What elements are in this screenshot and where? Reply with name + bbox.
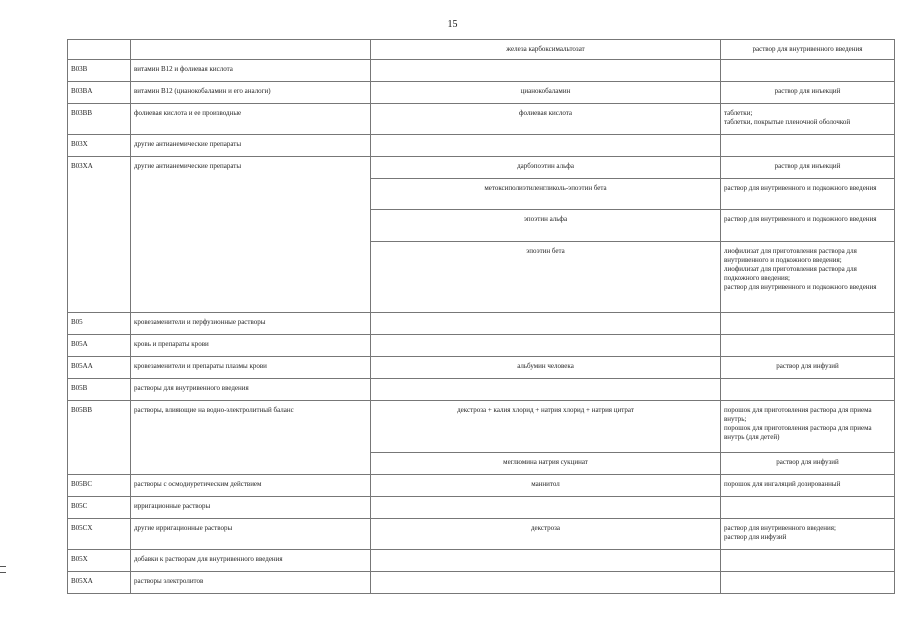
table-row <box>68 519 895 550</box>
atc-code: B05CX <box>68 519 131 550</box>
dosage-form <box>721 550 895 572</box>
drug-name <box>371 550 721 572</box>
drug-name <box>371 335 721 357</box>
drug-name: декстроза <box>371 519 721 550</box>
page-number: 15 <box>447 19 458 30</box>
group-name: добавки к растворам для внутривенного введения <box>131 550 371 572</box>
group-name: растворы электролитов <box>131 572 371 594</box>
table-row <box>68 40 895 60</box>
dosage-form: раствор для инфузий <box>721 453 895 475</box>
atc-code: B05B <box>68 379 131 401</box>
group-name <box>131 40 371 60</box>
dosage-form: раствор для инъекций <box>721 157 895 179</box>
table-row <box>68 104 895 135</box>
atc-code: B05AA <box>68 357 131 379</box>
atc-code: B03BA <box>68 82 131 104</box>
table-row <box>68 550 895 572</box>
table-row <box>68 401 895 453</box>
dosage-form <box>721 60 895 82</box>
table-row <box>68 335 895 357</box>
drug-name: метоксиполиэтиленгликоль-эпоэтин бета <box>371 179 721 210</box>
dosage-form <box>721 379 895 401</box>
dosage-form <box>721 572 895 594</box>
drug-name <box>371 135 721 157</box>
atc-code: B03B <box>68 60 131 82</box>
atc-code: B03BB <box>68 104 131 135</box>
drug-name: маннитол <box>371 475 721 497</box>
group-name: другие антианемические препараты <box>131 157 371 313</box>
group-name: растворы, влияющие на водно-электролитный баланс <box>131 401 371 475</box>
atc-code: B05A <box>68 335 131 357</box>
table-row <box>68 357 895 379</box>
drug-name: дарбэпоэтин альфа <box>371 157 721 179</box>
atc-code: B05XA <box>68 572 131 594</box>
dosage-form: лиофилизат для приготовления раствора для внутривенного и подкожного введения; лиофилизат для приготовления раствора для подкожного введения; раствор для внутривенного и подкожного введения <box>721 242 895 313</box>
dosage-form: раствор для внутривенного введения; раствор для инфузий <box>721 519 895 550</box>
dosage-form: раствор для внутривенного и подкожного введения <box>721 179 895 210</box>
drug-name: декстроза + калия хлорид + натрия хлорид + натрия цитрат <box>371 401 721 453</box>
drug-name: фолиевая кислота <box>371 104 721 135</box>
drug-name: эпоэтин альфа <box>371 210 721 242</box>
group-name: кровезаменители и перфузионные растворы <box>131 313 371 335</box>
drug-name <box>371 379 721 401</box>
table-row <box>68 313 895 335</box>
dosage-form: раствор для внутривенного и подкожного введения <box>721 210 895 242</box>
atc-code: B05BB <box>68 401 131 475</box>
margin-marks <box>0 566 6 573</box>
drug-name: цианокобаламин <box>371 82 721 104</box>
drug-name: эпоэтин бета <box>371 242 721 313</box>
atc-code: B05BC <box>68 475 131 497</box>
dosage-form <box>721 335 895 357</box>
atc-code: B05 <box>68 313 131 335</box>
atc-code: B05C <box>68 497 131 519</box>
group-name: другие антианемические препараты <box>131 135 371 157</box>
group-name: растворы для внутривенного введения <box>131 379 371 401</box>
group-name: кровезаменители и препараты плазмы крови <box>131 357 371 379</box>
group-name: кровь и препараты крови <box>131 335 371 357</box>
drug-name: меглюмина натрия сукцинат <box>371 453 721 475</box>
dosage-form: раствор для инъекций <box>721 82 895 104</box>
drug-name: альбумин человека <box>371 357 721 379</box>
group-name: ирригационные растворы <box>131 497 371 519</box>
atc-code: B03XA <box>68 157 131 313</box>
dosage-form: порошок для ингаляций дозированный <box>721 475 895 497</box>
dosage-form <box>721 497 895 519</box>
dosage-form: раствор для внутривенного введения <box>721 40 895 60</box>
dosage-form <box>721 135 895 157</box>
group-name: фолиевая кислота и ее производные <box>131 104 371 135</box>
drug-name <box>371 497 721 519</box>
drug-name: железа карбоксимальтозат <box>371 40 721 60</box>
table-row <box>68 497 895 519</box>
table-row <box>68 157 895 179</box>
table-row <box>68 60 895 82</box>
table-row <box>68 135 895 157</box>
atc-code: B03X <box>68 135 131 157</box>
table-row <box>68 572 895 594</box>
drug-name <box>371 313 721 335</box>
drug-table <box>67 39 895 594</box>
dosage-form: раствор для инфузий <box>721 357 895 379</box>
table-row <box>68 379 895 401</box>
atc-code <box>68 40 131 60</box>
drug-name <box>371 60 721 82</box>
group-name: витамин B12 (цианокобаламин и его аналоги) <box>131 82 371 104</box>
dosage-form: таблетки; таблетки, покрытые пленочной оболочкой <box>721 104 895 135</box>
group-name: другие ирригационные растворы <box>131 519 371 550</box>
dosage-form <box>721 313 895 335</box>
group-name: витамин B12 и фолиевая кислота <box>131 60 371 82</box>
group-name: растворы с осмодиуретическим действием <box>131 475 371 497</box>
table-row <box>68 82 895 104</box>
drug-name <box>371 572 721 594</box>
atc-code: B05X <box>68 550 131 572</box>
table-row <box>68 475 895 497</box>
dosage-form: порошок для приготовления раствора для приема внутрь; порошок для приготовления раствора для приема внутрь (для детей) <box>721 401 895 453</box>
